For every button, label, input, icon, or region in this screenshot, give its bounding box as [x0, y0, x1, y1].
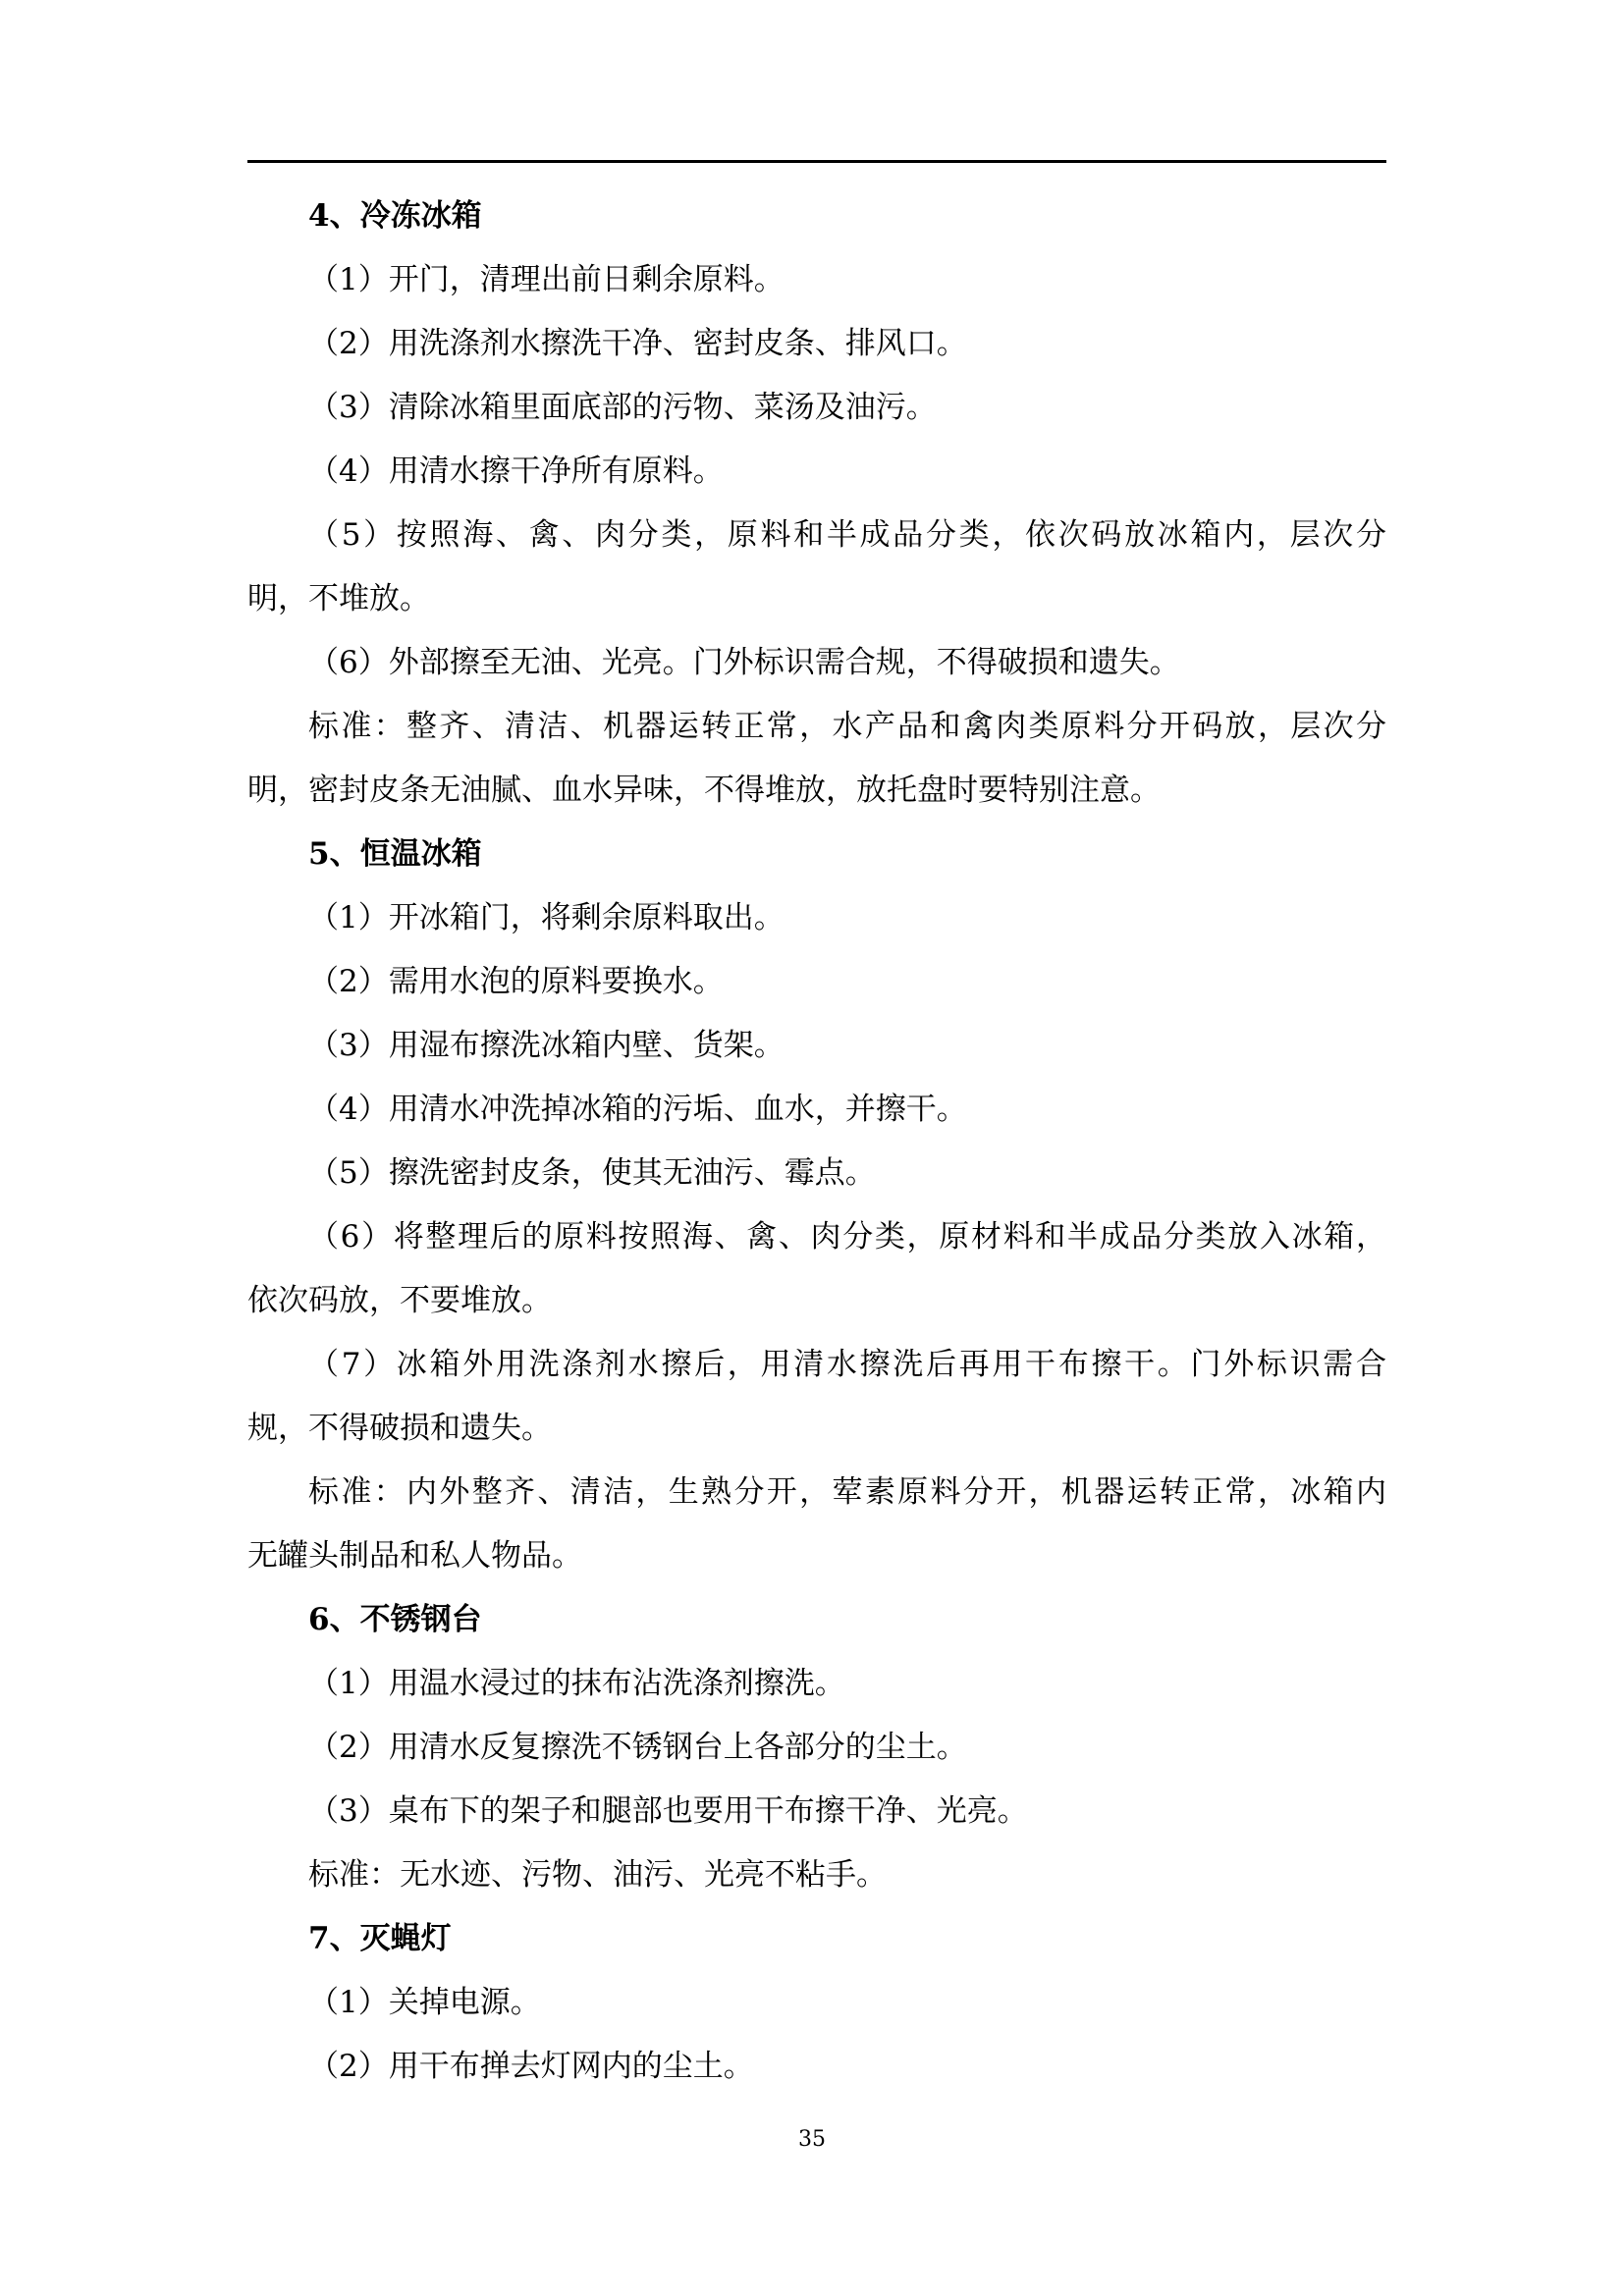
list-item: （1）用温水浸过的抹布沾洗涤剂擦洗。	[308, 1666, 845, 1701]
list-item: （2）用清水反复擦洗不锈钢台上各部分的尘土。	[308, 1730, 967, 1765]
list-item: （4）用清水擦干净所有原料。	[308, 454, 724, 489]
standard-paragraph: 标准：内外整齐、清洁，生熟分开，荤素原料分开，机器运转正常，冰箱内	[308, 1474, 1386, 1510]
list-item: （1）开门，清理出前日剩余原料。	[308, 262, 785, 297]
section-heading: 7、灭蝇灯	[308, 1921, 452, 1956]
list-item: （3）用湿布擦洗冰箱内壁、货架。	[308, 1028, 785, 1063]
list-item: （5）擦洗密封皮条，使其无油污、霉点。	[308, 1155, 876, 1191]
standard-paragraph: 无罐头制品和私人物品。	[247, 1538, 582, 1574]
list-item: （7）冰箱外用洗涤剂水擦后，用清水擦洗后再用干布擦干。门外标识需合	[308, 1347, 1386, 1382]
list-item: （5）按照海、禽、肉分类，原料和半成品分类，依次码放冰箱内，层次分	[308, 517, 1386, 553]
list-item: 依次码放，不要堆放。	[247, 1283, 552, 1318]
section-heading: 5、恒温冰箱	[308, 836, 482, 872]
list-item: （1）开冰箱门，将剩余原料取出。	[308, 900, 785, 935]
list-item: （6）将整理后的原料按照海、禽、肉分类，原材料和半成品分类放入冰箱，	[308, 1219, 1386, 1255]
list-item: （2）需用水泡的原料要换水。	[308, 964, 724, 999]
standard-paragraph: 标准：整齐、清洁、机器运转正常，水产品和禽肉类原料分开码放，层次分	[308, 709, 1386, 744]
list-item: （4）用清水冲洗掉冰箱的污垢、血水，并擦干。	[308, 1092, 967, 1127]
section-heading: 6、不锈钢台	[308, 1602, 482, 1637]
list-item: （2）用干布掸去灯网内的尘土。	[308, 2049, 754, 2084]
list-item: （2）用洗涤剂水擦洗干净、密封皮条、排风口。	[308, 326, 967, 361]
header-rule	[247, 160, 1386, 163]
list-item: 明，不堆放。	[247, 581, 430, 616]
standard-paragraph: 明，密封皮条无油腻、血水异味，不得堆放，放托盘时要特别注意。	[247, 773, 1161, 808]
list-item: （3）清除冰箱里面底部的污物、菜汤及油污。	[308, 390, 937, 425]
list-item: （3）桌布下的架子和腿部也要用干布擦干净、光亮。	[308, 1793, 1028, 1829]
list-item: 规，不得破损和遗失。	[247, 1411, 552, 1446]
section-heading: 4、冷冻冰箱	[308, 198, 482, 234]
document-body	[247, 185, 1386, 2099]
list-item: （1）关掉电源。	[308, 1985, 541, 2020]
list-item: （6）外部擦至无油、光亮。门外标识需合规，不得破损和遗失。	[308, 645, 1180, 680]
page-number: 35	[798, 2127, 826, 2152]
standard-paragraph: 标准：无水迹、污物、油污、光亮不粘手。	[308, 1857, 887, 1893]
